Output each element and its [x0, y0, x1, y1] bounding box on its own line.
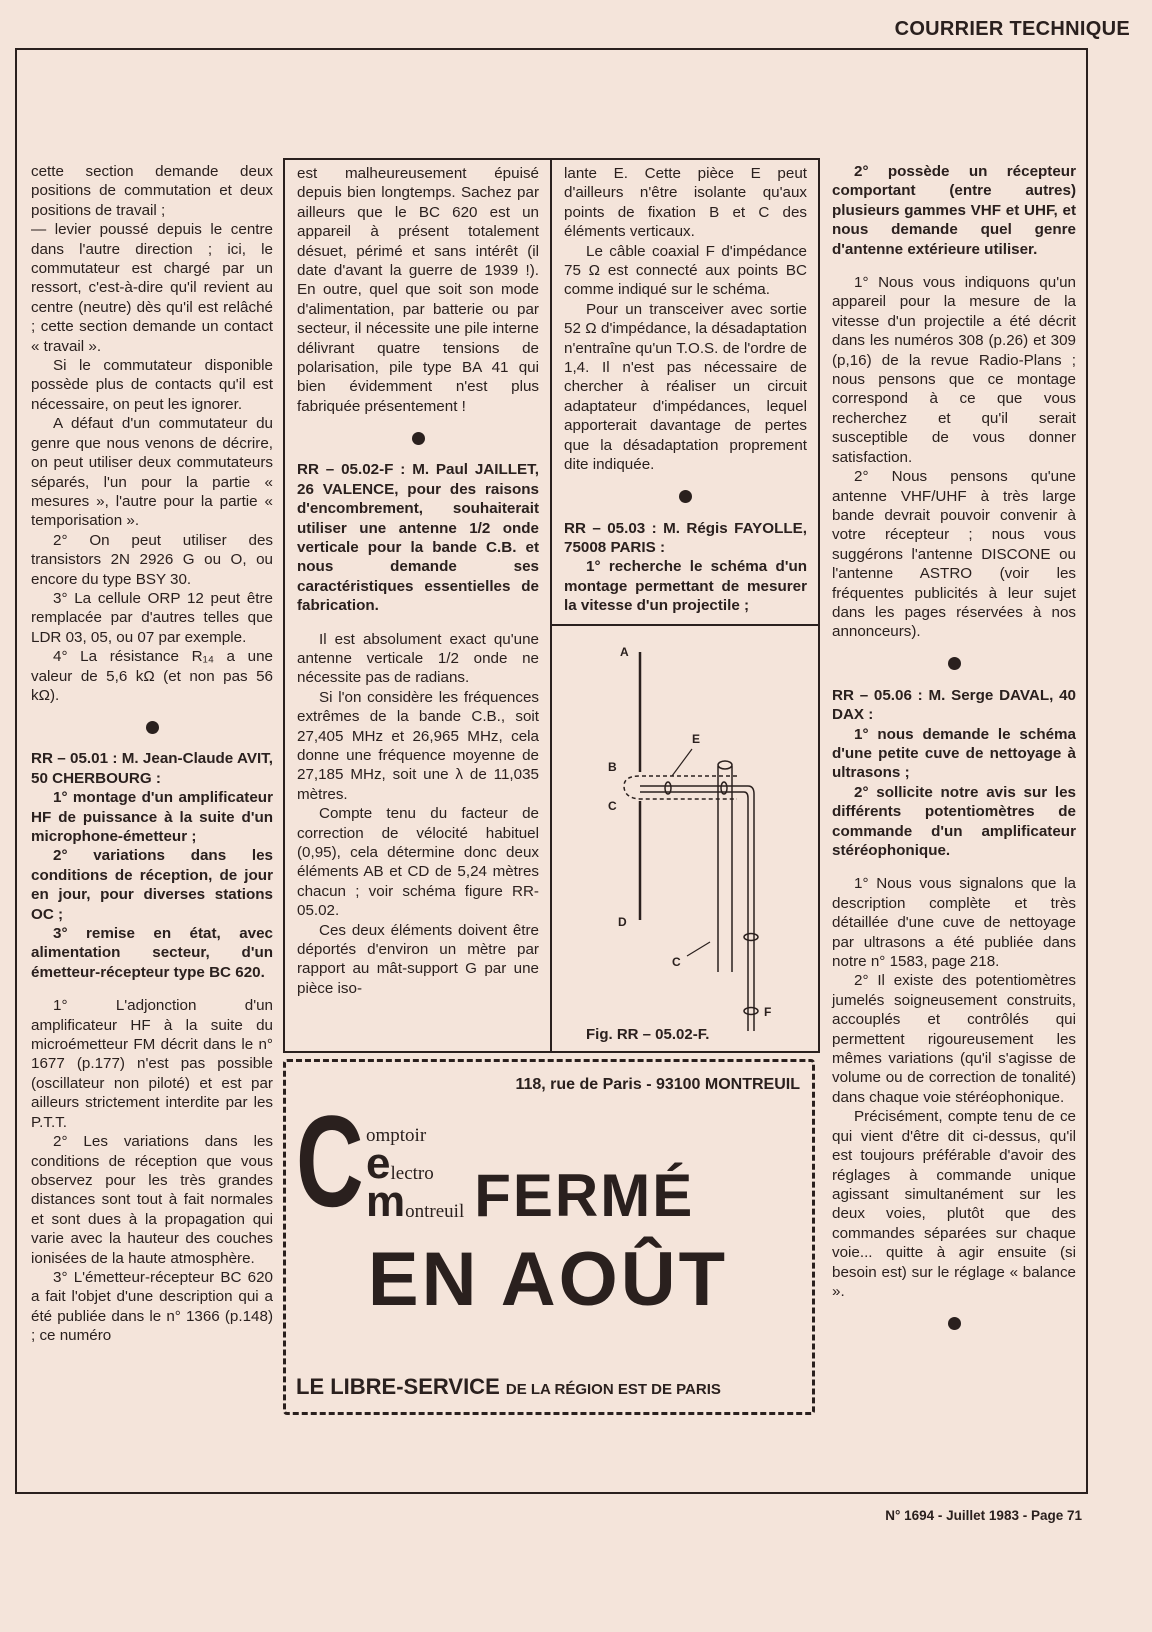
page-footer: N° 1694 - Juillet 1983 - Page 71: [885, 1508, 1082, 1523]
middle-section: [283, 158, 820, 1415]
paragraph: Ces deux éléments doivent être déportés d'environ un mètre par rapport au mât-support G par une pièce iso-: [297, 921, 539, 997]
antenna-diagram: [552, 626, 818, 1051]
paragraph: est malheureusement épuisé depuis bien longtemps. Sachez par ailleurs que le BC 620 est un appareil à présent totalement désuet, périmé et sans intérêt (il date d'avant la guerre de 1939 !). En outre, quel que soit son mode d'alimentation, par batterie ou par secteur, il nécessite une pile interne délivrant quatre tensions de polarisation, pile type BA 41 qui bien évidemment n'est plus fabriquée présentement !: [297, 165, 539, 415]
coax-outer: [640, 786, 754, 1031]
bullet-icon: [948, 1317, 961, 1330]
pointer-c: [687, 942, 710, 956]
paragraph: Il est absolument exact qu'une antenne verticale 1/2 onde ne nécessite pas de radians.: [297, 630, 539, 687]
label-c-mast: C: [672, 954, 681, 969]
paragraph-gap: [832, 259, 1076, 273]
bullet-icon: [679, 490, 692, 503]
label-b: B: [608, 759, 617, 774]
bullet-icon: [146, 721, 159, 734]
paragraph: lante E. Cette pièce E peut d'ailleurs n'être isolante qu'aux points de fixation B et C des éléments verticaux.: [564, 165, 807, 241]
paragraph: 2° Nous pensons qu'une antenne VHF/UHF à très large bande devrait pouvoir convenir à votre récepteur ; nous vous suggérons l'antenne DISCONE ou l'antenne ASTRO (voir les fréquentes publicités à leur sujet dans les pages réservées à nos annonceurs).: [832, 468, 1076, 641]
reader-question: RR – 05.03 : M. Régis FAYOLLE, 75008 PARIS :: [564, 519, 807, 556]
figure-caption: Fig. RR – 05.02-F.: [586, 1025, 710, 1043]
text-column-1: [31, 162, 273, 1346]
bullet-icon: [412, 432, 425, 445]
paragraph: 1° Nous vous signalons que la description complète et très détaillée d'une cuve de nettoyage par ultrasons a été publiée dans notre n° 1583, page 218.: [832, 875, 1076, 971]
paragraph: Si le commutateur disponible possède plus de contacts qu'il est nécessaire, on peut les ignorer.: [31, 357, 273, 413]
text-column-2-box: [285, 160, 552, 1051]
pointer-e: [672, 749, 692, 776]
insulator-e: [624, 776, 737, 799]
paragraph: 1° L'adjonction d'un amplificateur HF à la suite du microémetteur FM décrit dans le n° 1677 (p.177) n'est pas possible (oscillateur non piloté) et est par ailleurs strictement interdite par les P.T.T.: [31, 997, 273, 1131]
antenna-figure: [552, 624, 818, 1051]
mast-top: [718, 761, 732, 769]
reader-question: 3° remise en état, avec alimentation secteur, d'un émetteur-récepteur type BC 620.: [31, 925, 273, 981]
label-e: E: [692, 731, 701, 746]
paragraph: 2° Les variations dans les conditions de réception que vous observez pour les très grandes distances sont tout à fait normales et sont dues à la propagation qui varie avec la hauteur des couches ionisées de la haute atmosphère.: [31, 1133, 273, 1267]
boxed-columns: [283, 158, 820, 1053]
paragraph: — levier poussé depuis le centre dans l'autre direction ; ici, le commutateur est chargé par un ressort, c'est-à-dire qu'il revient au centre (neutre) dès qu'il est relâché ; cette section demande un contact « travail ».: [31, 221, 273, 355]
text-column-3-box: [552, 160, 818, 1051]
logo-words: [366, 1096, 464, 1224]
label-d: D: [618, 914, 627, 929]
ad-tagline-main: LE LIBRE-SERVICE: [296, 1373, 500, 1399]
text-column-2: [297, 164, 539, 998]
ad-tagline: [296, 1360, 800, 1400]
reader-question: 1° recherche le schéma d'un montage permettant de mesurer la vitesse d'un projectile ;: [564, 558, 807, 615]
paragraph: 2° Il existe des potentiomètres jumelés soigneusement construits, accouplés et contrôlés qui permettent rigoureusement les mêmes variations (qu'il s'agisse de volume ou de correction de tonalité) dans chaque voie stéréophonique.: [832, 972, 1076, 1106]
paragraph: 4° La résistance R₁₄ a une valeur de 5,6 kΩ (et non pas 56 kΩ).: [31, 648, 273, 704]
paragraph: Le câble coaxial F d'impédance 75 Ω est connecté aux points BC comme indiqué sur le schéma.: [564, 242, 807, 299]
label-a: A: [620, 644, 629, 659]
reader-question: 2° sollicite notre avis sur les différents potentiomètres de commande d'un amplificateur stéréophonique.: [832, 783, 1076, 859]
text-column-3: [552, 160, 818, 624]
ad-headline-en-aout: EN AOÛT: [367, 1236, 729, 1322]
clamp: [744, 1007, 758, 1014]
reader-question: 2° variations dans les conditions de réception, de jour en jour, pour diverses stations OC ;: [31, 847, 273, 923]
ad-tagline-sub: DE LA RÉGION EST DE PARIS: [505, 1380, 721, 1398]
section-separator-bullet: [832, 1301, 1076, 1345]
section-title: COURRIER TECHNIQUE: [894, 18, 1130, 40]
paragraph: cette section demande deux positions de commutation et deux positions de travail ;: [31, 163, 273, 219]
bullet-icon: [948, 657, 961, 670]
logo-word-montreuil: ontreuil: [405, 1200, 465, 1222]
paragraph: Si l'on considère les fréquences extrêmes de la bande C.B., soit 27,405 MHz et 26,965 MHz, cela donne une fréquence moyenne de 27,185 MHz, soit une λ de 11,035 mètres.: [297, 688, 539, 803]
cem-logo: [296, 1087, 465, 1234]
logo-row-montreuil: [366, 1176, 465, 1226]
logo-letter-e: e: [366, 1138, 391, 1188]
ad-headline-ferme: FERMÉ: [474, 1161, 695, 1229]
label-c: C: [608, 798, 617, 813]
paragraph-gap: [31, 982, 273, 996]
reader-question: RR – 05.02-F : M. Paul JAILLET, 26 VALENCE, pour des raisons d'encombrement, souhaiterait utiliser une antenne 1/2 onde verticale pour la bande C.B. et nous demande ses caractéristiques essentielles de fabrication.: [297, 461, 539, 615]
section-separator-bullet: [297, 416, 539, 460]
paragraph: Précisément, compte tenu de ce qui vient d'être dit ci-dessus, qu'il est toujours préférable d'avoir des réglages à commande unique agissant simultanément sur les deux voies, plutôt que des commandes séparées sur chaque voie... quitte à agir ensuite (si besoin est) sur le réglage « balance ».: [832, 1108, 1076, 1300]
paragraph-gap: [832, 860, 1076, 874]
reader-question: RR – 05.06 : M. Serge DAVAL, 40 DAX :: [832, 686, 1076, 724]
logo-letter-c: C: [296, 1087, 364, 1234]
section-separator-bullet: [564, 475, 807, 519]
paragraph: 2° On peut utiliser des transistors 2N 2926 G ou O, ou encore du type BSY 30.: [31, 531, 273, 588]
logo-word-electro: lectro: [390, 1162, 434, 1184]
reader-question: 2° possède un récepteur comportant (entre autres) plusieurs gammes VHF et UHF, et nous demande quel genre d'antenne extérieure utiliser.: [832, 163, 1076, 258]
paragraph: 3° La cellule ORP 12 peut être remplacée par d'autres telles que LDR 03, 05, ou 07 par exemple.: [31, 589, 273, 646]
paragraph-gap: [297, 616, 539, 630]
logo-letter-m: m: [366, 1176, 406, 1226]
label-f: F: [764, 1004, 772, 1019]
paragraph: A défaut d'un commutateur du genre que nous venons de décrire, on peut utiliser deux commutateurs séparés, l'un pour la partie « mesures », l'autre pour la partie « temporisation ».: [31, 415, 273, 530]
advertisement: [283, 1059, 815, 1415]
reader-question: 1° nous demande le schéma d'une petite cuve de nettoyage à ultrasons ;: [832, 725, 1076, 782]
paragraph: 1° Nous vous indiquons qu'un appareil pour la mesure de la vitesse d'un projectile a été décrit dans les numéros 308 (p.26) et 309 (p,16) de la revue Radio-Plans ; nous pensons que ce montage correspond à ce que vous recherchez et qu'il serait susceptible de vous donner satisfaction.: [832, 274, 1076, 466]
text-column-4: [832, 162, 1076, 1345]
section-separator-bullet: [832, 642, 1076, 686]
paragraph: Compte tenu du facteur de correction de vélocité habituel (0,95), cela détermine donc deux éléments AB et CD de 5,24 mètres chacun ; voir schéma figure RR-05.02.: [297, 805, 539, 920]
reader-question: 1° montage d'un amplificateur HF de puissance à la suite d'un microphone-émetteur ;: [31, 789, 273, 845]
ad-address: 118, rue de Paris - 93100 MONTREUIL: [515, 1075, 800, 1093]
reader-question: RR – 05.01 : M. Jean-Claude AVIT, 50 CHERBOURG :: [31, 750, 273, 787]
paragraph: Pour un transceiver avec sortie 52 Ω d'impédance, la désadaptation n'entraîne qu'un T.O.S. de l'ordre de 1,4. Il n'est pas nécessaire de chercher à réaliser un circuit adaptateur d'impédances, lequel apporterait davantage de pertes que la désadaptation proprement dite indiquée.: [564, 300, 807, 474]
paragraph: 3° L'émetteur-récepteur BC 620 a fait l'objet d'une description qui a été publiée dans le n° 1366 (p.148) ; ce numéro: [31, 1268, 273, 1345]
ad-logo-row: [296, 1087, 800, 1234]
clamp: [744, 933, 758, 940]
section-separator-bullet: [31, 705, 273, 749]
logo-word-comptoir: omptoir: [366, 1124, 427, 1146]
